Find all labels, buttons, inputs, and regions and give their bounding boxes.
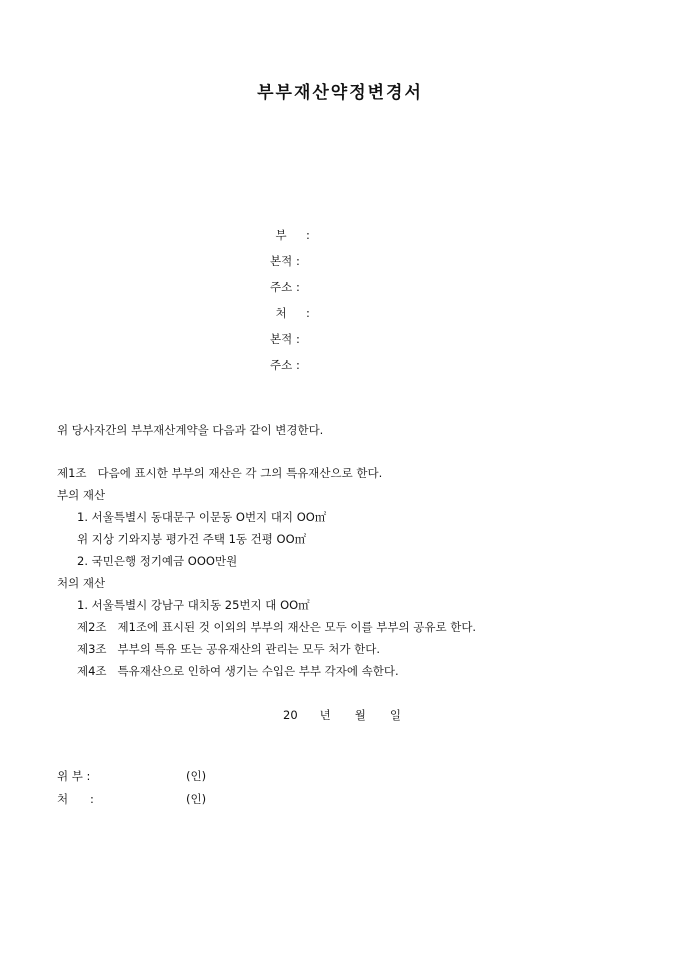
party-row-wife-address	[270, 356, 310, 382]
party-label: 주소	[270, 358, 293, 372]
document-date	[283, 707, 401, 723]
party-label: 부	[275, 228, 287, 242]
party-row-wife	[270, 304, 310, 330]
signature-wife-label: 처 :	[57, 792, 94, 806]
party-colon: :	[296, 332, 300, 346]
intro-sentence: 위 당사자간의 부부재산계약을 다음과 같이 변경한다.	[57, 423, 324, 437]
date-year-unit: 년	[319, 708, 331, 722]
party-row-husband	[270, 226, 310, 252]
date-year: 20	[283, 708, 298, 722]
article-3: 제3조 부부의 특유 또는 공유재산의 관리는 모두 처가 한다.	[77, 642, 381, 656]
date-month-unit: 월	[354, 708, 366, 722]
signature-wife-seal: (인)	[186, 792, 207, 806]
party-row-husband-domicile	[270, 252, 310, 278]
article-1: 제1조 다음에 표시한 부부의 재산은 각 그의 특유재산으로 한다.	[57, 466, 383, 480]
article-4: 제4조 특유재산으로 인하여 생기는 수입은 부부 각자에 속한다.	[77, 664, 399, 678]
wife-property-heading: 처의 재산	[57, 576, 106, 590]
husband-property-item-1: 1. 서울특별시 동대문구 이문동 O번지 대지 OO㎡	[77, 510, 327, 524]
party-colon: :	[296, 280, 300, 294]
party-row-wife-domicile	[270, 330, 310, 356]
husband-property-item-1-sub: 위 지상 기와지붕 평가건 주택 1동 건평 OO㎡	[77, 532, 307, 546]
article-2: 제2조 제1조에 표시된 것 이외의 부부의 재산은 모두 이를 부부의 공유로 한다.	[77, 620, 477, 634]
party-label: 주소	[270, 280, 293, 294]
date-day-unit: 일	[389, 708, 401, 722]
signature-husband-seal: (인)	[186, 769, 207, 783]
party-block	[270, 226, 310, 382]
party-colon: :	[306, 306, 310, 320]
document-title: 부부재산약정변경서	[257, 83, 423, 103]
party-label: 본적	[270, 254, 293, 268]
party-row-husband-address	[270, 278, 310, 304]
husband-property-heading: 부의 재산	[57, 488, 106, 502]
wife-property-item-1: 1. 서울특별시 강남구 대치동 25번지 대 OO㎡	[77, 598, 310, 612]
party-colon: :	[296, 358, 300, 372]
party-colon: :	[306, 228, 310, 242]
party-colon: :	[296, 254, 300, 268]
party-label: 처	[275, 306, 287, 320]
party-label: 본적	[270, 332, 293, 346]
signature-husband-label: 위 부 :	[57, 769, 91, 783]
husband-property-item-2: 2. 국민은행 정기예금 OOO만원	[77, 554, 238, 568]
